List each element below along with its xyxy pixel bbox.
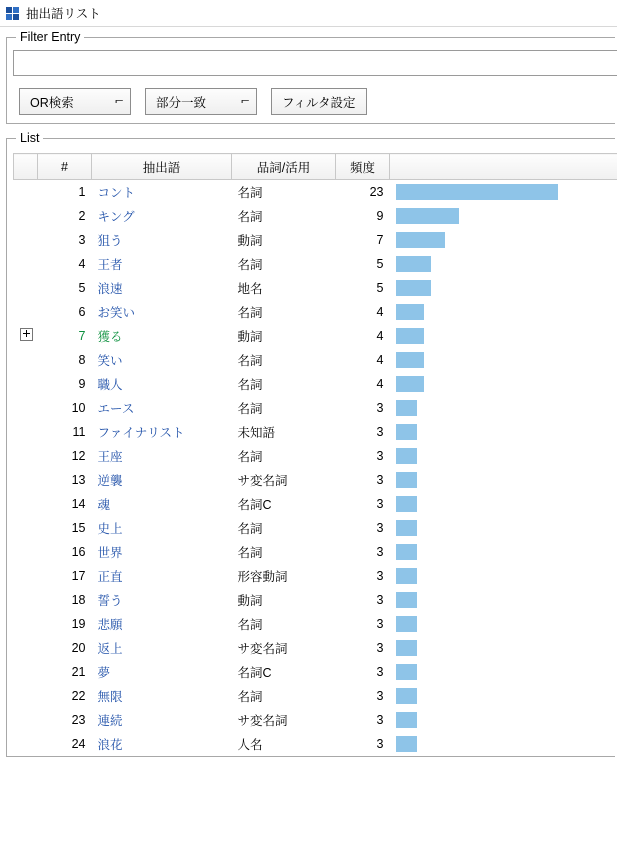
row-word[interactable]: キング bbox=[97, 210, 135, 224]
row-frequency-bar-cell bbox=[390, 708, 617, 732]
row-index: 20 bbox=[71, 641, 86, 655]
frequency-bar bbox=[396, 592, 417, 608]
row-frequency-bar-cell bbox=[390, 396, 617, 420]
row-index: 17 bbox=[71, 569, 86, 583]
frequency-bar bbox=[396, 664, 417, 680]
column-header-expander[interactable] bbox=[14, 154, 38, 180]
filter-settings-button[interactable]: フィルタ設定 bbox=[271, 88, 367, 115]
row-frequency: 3 bbox=[376, 641, 384, 655]
row-frequency-bar-cell bbox=[390, 300, 617, 324]
table-row[interactable] bbox=[14, 180, 617, 205]
row-expander-cell bbox=[14, 636, 38, 660]
table-row[interactable] bbox=[14, 684, 617, 708]
match-mode-label: 部分一致 bbox=[156, 95, 207, 110]
table-row[interactable] bbox=[14, 252, 617, 276]
window-titlebar bbox=[0, 0, 617, 27]
filter-entry-legend: Filter Entry bbox=[16, 30, 84, 44]
word-list-body bbox=[14, 180, 617, 757]
column-header-word[interactable]: 抽出語 bbox=[92, 154, 232, 180]
row-index: 24 bbox=[71, 737, 86, 751]
table-row[interactable] bbox=[14, 228, 617, 252]
row-pos: サ変名詞 bbox=[237, 642, 288, 656]
row-word[interactable]: 正直 bbox=[97, 570, 123, 584]
row-index: 13 bbox=[71, 473, 86, 487]
row-word[interactable]: 誓う bbox=[97, 594, 123, 608]
row-frequency: 5 bbox=[376, 281, 384, 295]
row-frequency: 3 bbox=[376, 473, 384, 487]
row-index: 15 bbox=[71, 521, 86, 535]
chevron-down-icon: ⌐ bbox=[240, 95, 250, 107]
row-index: 7 bbox=[78, 329, 86, 343]
frequency-bar bbox=[396, 616, 417, 632]
row-word[interactable]: 王者 bbox=[97, 258, 123, 272]
frequency-bar bbox=[396, 448, 417, 464]
row-word[interactable]: 職人 bbox=[97, 378, 123, 392]
row-pos: 動詞 bbox=[237, 330, 263, 344]
row-frequency: 3 bbox=[376, 401, 384, 415]
row-frequency: 3 bbox=[376, 521, 384, 535]
row-index: 11 bbox=[72, 425, 86, 439]
row-frequency-bar-cell bbox=[390, 420, 617, 444]
row-word[interactable]: コント bbox=[97, 186, 136, 200]
row-expander-cell bbox=[14, 300, 38, 324]
row-pos: 名詞 bbox=[237, 378, 263, 392]
row-word[interactable]: エース bbox=[97, 402, 135, 416]
frequency-bar bbox=[396, 376, 424, 392]
row-word[interactable]: 返上 bbox=[97, 642, 123, 656]
row-word[interactable]: ファイナリスト bbox=[97, 426, 185, 440]
row-index: 6 bbox=[78, 305, 86, 319]
row-pos: サ変名詞 bbox=[237, 474, 288, 488]
row-frequency-bar-cell bbox=[390, 684, 617, 708]
word-list-table-wrap[interactable] bbox=[13, 153, 617, 756]
row-pos: 名詞C bbox=[237, 666, 272, 680]
row-frequency-bar-cell bbox=[390, 612, 617, 636]
row-expander-cell bbox=[14, 516, 38, 540]
row-index: 18 bbox=[71, 593, 86, 607]
row-frequency-bar-cell bbox=[390, 252, 617, 276]
frequency-bar bbox=[396, 400, 417, 416]
column-header-pos[interactable]: 品詞/活用 bbox=[232, 154, 336, 180]
row-frequency: 4 bbox=[376, 305, 384, 319]
row-index: 8 bbox=[78, 353, 86, 367]
row-frequency: 3 bbox=[376, 545, 384, 559]
row-frequency: 3 bbox=[376, 617, 384, 631]
row-word[interactable]: 悲願 bbox=[97, 618, 123, 632]
frequency-bar bbox=[396, 280, 431, 296]
row-word[interactable]: 連続 bbox=[97, 714, 123, 728]
filter-entry-group bbox=[6, 30, 615, 124]
frequency-bar bbox=[396, 712, 417, 728]
frequency-bar bbox=[396, 208, 459, 224]
row-frequency-bar-cell bbox=[390, 468, 617, 492]
row-pos: 動詞 bbox=[237, 234, 263, 248]
frequency-bar bbox=[396, 496, 417, 512]
list-legend: List bbox=[16, 131, 43, 145]
frequency-bar bbox=[396, 304, 424, 320]
table-row[interactable] bbox=[14, 708, 617, 732]
row-index: 10 bbox=[71, 401, 86, 415]
row-word[interactable]: 狙う bbox=[97, 234, 123, 248]
row-pos: 名詞 bbox=[237, 546, 263, 560]
row-word[interactable]: 無限 bbox=[97, 690, 123, 704]
row-word[interactable]: 世界 bbox=[97, 546, 123, 560]
window-title: 抽出語リスト bbox=[26, 7, 101, 21]
row-expander-cell bbox=[14, 588, 38, 612]
table-row[interactable] bbox=[14, 372, 617, 396]
row-index: 12 bbox=[71, 449, 86, 463]
frequency-bar bbox=[396, 184, 558, 200]
row-expander-cell bbox=[14, 708, 38, 732]
table-row[interactable] bbox=[14, 540, 617, 564]
row-frequency: 3 bbox=[376, 425, 384, 439]
row-index: 22 bbox=[71, 689, 86, 703]
frequency-bar bbox=[396, 568, 417, 584]
column-header-index[interactable]: # bbox=[38, 154, 92, 180]
row-expander-cell bbox=[14, 396, 38, 420]
row-expander-cell bbox=[14, 348, 38, 372]
row-frequency: 9 bbox=[376, 209, 384, 223]
row-expander-cell bbox=[14, 372, 38, 396]
frequency-bar bbox=[396, 352, 424, 368]
row-expander-cell bbox=[14, 612, 38, 636]
table-header-row bbox=[14, 154, 617, 180]
row-expander-cell bbox=[14, 540, 38, 564]
row-index: 19 bbox=[71, 617, 86, 631]
table-row[interactable] bbox=[14, 492, 617, 516]
row-pos: 名詞 bbox=[237, 354, 263, 368]
row-frequency: 4 bbox=[376, 377, 384, 391]
row-frequency-bar-cell bbox=[390, 516, 617, 540]
row-frequency: 3 bbox=[376, 713, 384, 727]
frequency-bar bbox=[396, 256, 431, 272]
table-row[interactable] bbox=[14, 516, 617, 540]
row-index: 4 bbox=[78, 257, 86, 271]
row-expander-cell bbox=[14, 468, 38, 492]
row-expander-cell bbox=[14, 252, 38, 276]
table-row[interactable] bbox=[14, 276, 617, 300]
row-frequency-bar-cell bbox=[390, 636, 617, 660]
row-word[interactable]: 浪花 bbox=[97, 738, 123, 752]
row-frequency-bar-cell bbox=[390, 204, 617, 228]
row-index: 9 bbox=[78, 377, 86, 391]
row-expander-cell bbox=[14, 660, 38, 684]
table-row[interactable] bbox=[14, 660, 617, 684]
row-pos: 名詞 bbox=[237, 402, 263, 416]
table-row[interactable] bbox=[14, 420, 617, 444]
row-word[interactable]: 夢 bbox=[97, 666, 111, 680]
row-index: 5 bbox=[78, 281, 86, 295]
column-header-bar[interactable] bbox=[390, 154, 617, 180]
row-expander-cell bbox=[14, 276, 38, 300]
search-mode-label: OR検索 bbox=[30, 95, 74, 110]
row-frequency-bar-cell bbox=[390, 228, 617, 252]
match-mode-dropdown[interactable] bbox=[145, 88, 257, 115]
row-pos: 名詞 bbox=[237, 186, 263, 200]
row-frequency: 5 bbox=[376, 257, 384, 271]
row-index: 3 bbox=[78, 233, 86, 247]
frequency-bar bbox=[396, 232, 445, 248]
row-pos: 未知語 bbox=[237, 426, 276, 440]
table-row[interactable] bbox=[14, 588, 617, 612]
frequency-bar bbox=[396, 688, 417, 704]
row-frequency-bar-cell bbox=[390, 180, 617, 205]
table-row[interactable] bbox=[14, 468, 617, 492]
row-expander-cell bbox=[14, 444, 38, 468]
row-frequency: 3 bbox=[376, 593, 384, 607]
frequency-bar bbox=[396, 736, 417, 752]
row-pos: 名詞 bbox=[237, 450, 263, 464]
table-row[interactable] bbox=[14, 204, 617, 228]
table-row[interactable] bbox=[14, 612, 617, 636]
row-pos: 名詞C bbox=[237, 498, 272, 512]
frequency-bar bbox=[396, 424, 417, 440]
row-pos: 名詞 bbox=[237, 306, 263, 320]
row-frequency-bar-cell bbox=[390, 444, 617, 468]
row-frequency: 3 bbox=[376, 497, 384, 511]
row-index: 14 bbox=[71, 497, 86, 511]
row-word[interactable]: 逆襲 bbox=[97, 474, 123, 488]
filter-search-input[interactable] bbox=[13, 50, 617, 76]
row-frequency: 4 bbox=[376, 329, 384, 343]
row-pos: 名詞 bbox=[237, 258, 263, 272]
word-list-table bbox=[13, 153, 617, 756]
row-frequency: 4 bbox=[376, 353, 384, 367]
row-frequency-bar-cell bbox=[390, 564, 617, 588]
row-expander-cell bbox=[14, 228, 38, 252]
row-expander-cell bbox=[14, 732, 38, 756]
list-group bbox=[6, 131, 615, 757]
row-frequency-bar-cell bbox=[390, 276, 617, 300]
row-frequency: 3 bbox=[376, 665, 384, 679]
filter-controls bbox=[7, 76, 615, 115]
row-frequency-bar-cell bbox=[390, 348, 617, 372]
frequency-bar bbox=[396, 472, 417, 488]
row-expander-cell bbox=[14, 564, 38, 588]
table-row[interactable] bbox=[14, 324, 617, 348]
table-row[interactable] bbox=[14, 732, 617, 756]
row-frequency: 3 bbox=[376, 737, 384, 751]
row-frequency-bar-cell bbox=[390, 732, 617, 756]
row-pos: 動詞 bbox=[237, 594, 263, 608]
row-word[interactable]: 王座 bbox=[97, 450, 123, 464]
row-frequency: 3 bbox=[376, 689, 384, 703]
column-header-frequency[interactable]: 頻度 bbox=[336, 154, 390, 180]
row-frequency-bar-cell bbox=[390, 324, 617, 348]
row-index: 2 bbox=[78, 209, 86, 223]
row-frequency: 3 bbox=[376, 449, 384, 463]
row-word[interactable]: 笑い bbox=[97, 354, 123, 368]
row-frequency-bar-cell bbox=[390, 492, 617, 516]
row-frequency: 3 bbox=[376, 569, 384, 583]
row-pos: 形容動詞 bbox=[237, 570, 288, 584]
row-word[interactable]: 史上 bbox=[97, 522, 123, 536]
row-expander-cell bbox=[14, 180, 38, 205]
row-expander-cell bbox=[14, 204, 38, 228]
frequency-bar bbox=[396, 328, 424, 344]
row-pos: 名詞 bbox=[237, 618, 263, 632]
row-expander-cell bbox=[14, 684, 38, 708]
filter-input-row bbox=[7, 48, 615, 76]
row-expander-cell bbox=[14, 420, 38, 444]
table-row[interactable] bbox=[14, 564, 617, 588]
row-frequency-bar-cell bbox=[390, 660, 617, 684]
search-mode-dropdown[interactable] bbox=[19, 88, 131, 115]
row-frequency: 23 bbox=[369, 185, 384, 199]
row-pos: 名詞 bbox=[237, 210, 263, 224]
row-index: 23 bbox=[71, 713, 86, 727]
frequency-bar bbox=[396, 544, 417, 560]
row-word[interactable]: 魂 bbox=[97, 498, 111, 512]
row-index: 1 bbox=[78, 185, 86, 199]
row-frequency-bar-cell bbox=[390, 372, 617, 396]
row-pos: 名詞 bbox=[237, 690, 263, 704]
table-row[interactable] bbox=[14, 396, 617, 420]
row-index: 21 bbox=[71, 665, 86, 679]
app-grid-icon bbox=[6, 6, 20, 20]
row-frequency-bar-cell bbox=[390, 588, 617, 612]
row-word[interactable]: 浪速 bbox=[97, 282, 123, 296]
table-row[interactable] bbox=[14, 444, 617, 468]
frequency-bar bbox=[396, 520, 417, 536]
table-row[interactable] bbox=[14, 348, 617, 372]
row-pos: サ変名詞 bbox=[237, 714, 288, 728]
row-frequency-bar-cell bbox=[390, 540, 617, 564]
row-pos: 人名 bbox=[237, 738, 263, 752]
table-row[interactable] bbox=[14, 636, 617, 660]
chevron-down-icon: ⌐ bbox=[114, 95, 124, 107]
row-pos: 名詞 bbox=[237, 522, 263, 536]
row-expander-cell bbox=[14, 492, 38, 516]
row-frequency: 7 bbox=[376, 233, 384, 247]
frequency-bar bbox=[396, 640, 417, 656]
row-expander-cell[interactable] bbox=[14, 324, 38, 348]
row-index: 16 bbox=[71, 545, 86, 559]
table-row[interactable] bbox=[14, 300, 617, 324]
plus-expand-icon[interactable] bbox=[20, 328, 33, 341]
row-word[interactable]: 獲る bbox=[97, 330, 123, 344]
row-word[interactable]: お笑い bbox=[97, 306, 136, 320]
row-pos: 地名 bbox=[237, 282, 263, 296]
